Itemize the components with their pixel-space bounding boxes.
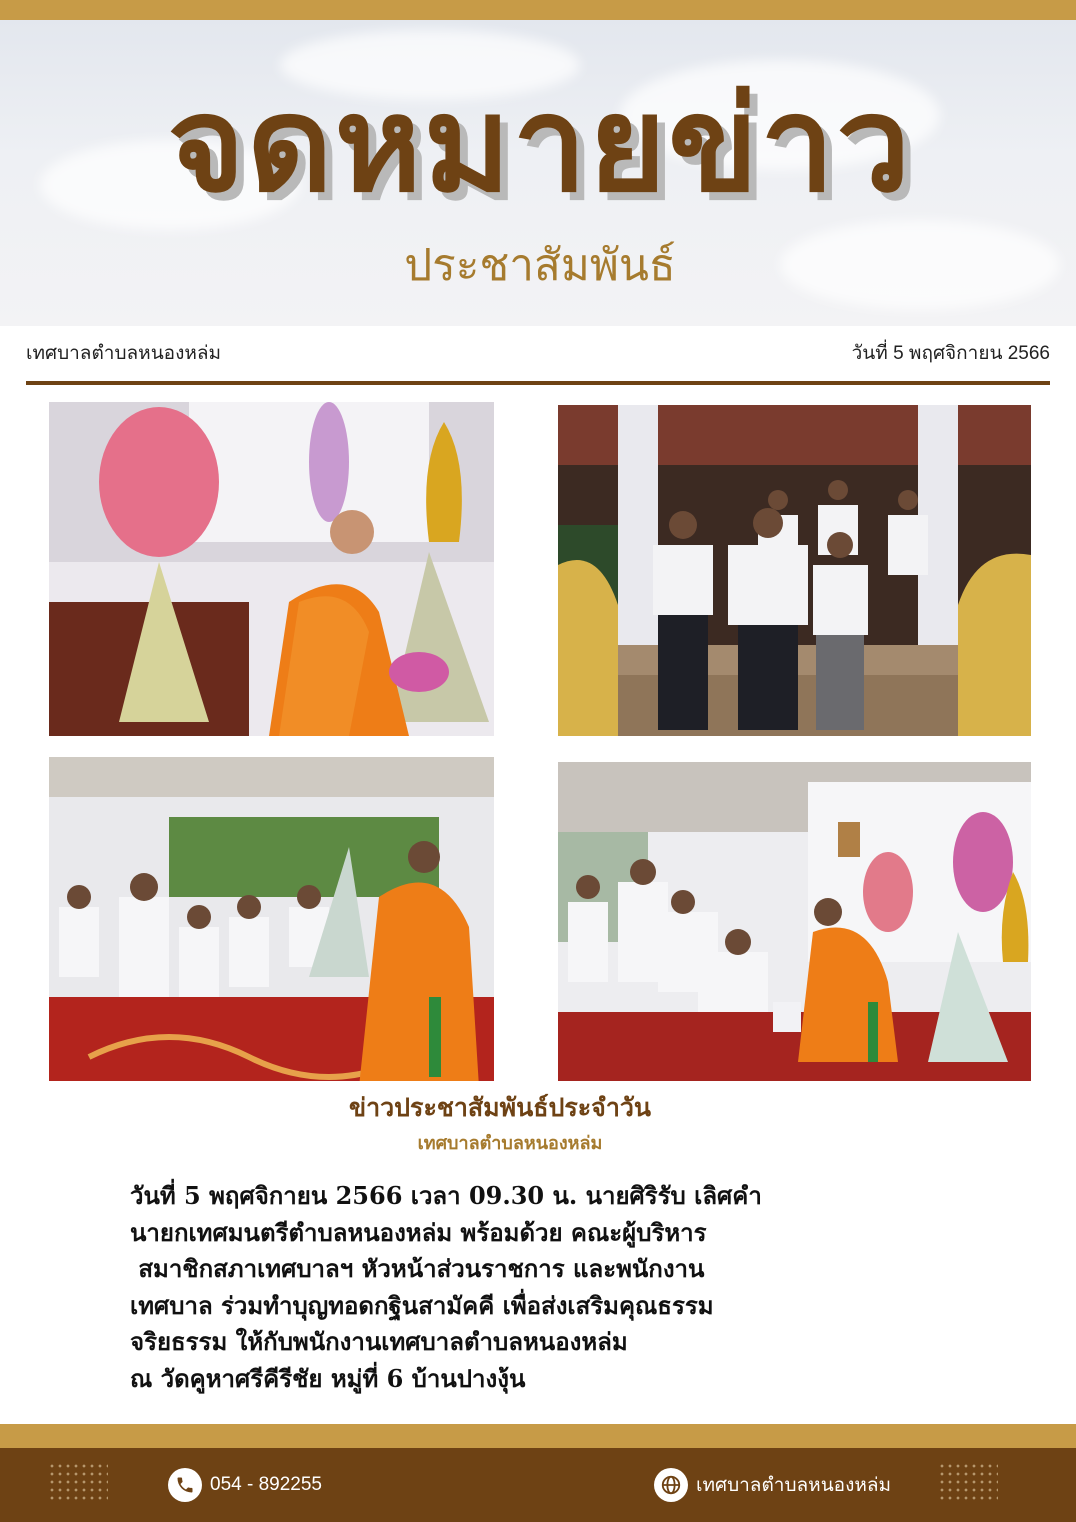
phone-number: 054 - 892255 — [210, 1474, 322, 1495]
photo-monk-speaking — [49, 402, 494, 736]
news-heading: ข่าวประชาสัมพันธ์ประจำวัน — [348, 1093, 651, 1122]
news-subheading: เทศบาลตำบลหนองหล่ม — [417, 1133, 603, 1154]
photo-group-on-steps — [558, 405, 1031, 736]
cloud-decoration — [780, 220, 1060, 310]
news-body-line: วันที่ 5 พฤศจิกายน 2566 เวลา 09.30 น. นายศิริรับ เลิศคำ — [130, 1181, 762, 1210]
newsletter-title: จดหมายข่าว — [167, 68, 913, 222]
issue-date: วันที่ 5 พฤศจิกายน 2566 — [851, 343, 1050, 364]
dot-pattern — [938, 1462, 998, 1502]
organization-name: เทศบาลตำบลหนองหล่ม — [26, 343, 222, 364]
news-body-line: ณ วัดคูหาศรีคีรีชัย หมู่ที่ 6 บ้านปางงุ้น — [130, 1363, 526, 1393]
photo-ceremony-kneeling — [49, 757, 494, 1081]
photo-offering-to-monk — [558, 762, 1031, 1081]
news-body-line: นายกเทศมนตรีตำบลหนองหล่ม พร้อมด้วย คณะผู้บริหาร — [130, 1217, 707, 1247]
footer-phone[interactable] — [168, 1468, 322, 1502]
header-divider — [26, 381, 1050, 385]
meta-row — [26, 338, 1050, 368]
news-body — [130, 1178, 1030, 1397]
website-name: เทศบาลตำบลหนองหล่ม — [696, 1475, 892, 1496]
dot-pattern — [48, 1462, 108, 1502]
news-body-line: จริยธรรม ให้กับพนักงานเทศบาลตำบลหนองหล่ม — [130, 1327, 628, 1356]
globe-icon — [654, 1468, 688, 1502]
phone-icon — [168, 1468, 202, 1502]
top-accent-bar — [0, 0, 1076, 20]
header-banner — [0, 20, 1076, 326]
news-body-line: เทศบาล ร่วมทำบุญทอดกฐินสามัคคี เพื่อส่งเสริมคุณธรรม — [130, 1290, 714, 1320]
news-body-line: สมาชิกสภาเทศบาลฯ หัวหน้าส่วนราชการ และพนักงาน — [130, 1254, 705, 1283]
footer — [0, 1448, 1076, 1522]
footer-accent-bar — [0, 1424, 1076, 1448]
newsletter-subtitle: ประชาสัมพันธ์ — [404, 240, 676, 291]
footer-website[interactable] — [654, 1468, 891, 1502]
